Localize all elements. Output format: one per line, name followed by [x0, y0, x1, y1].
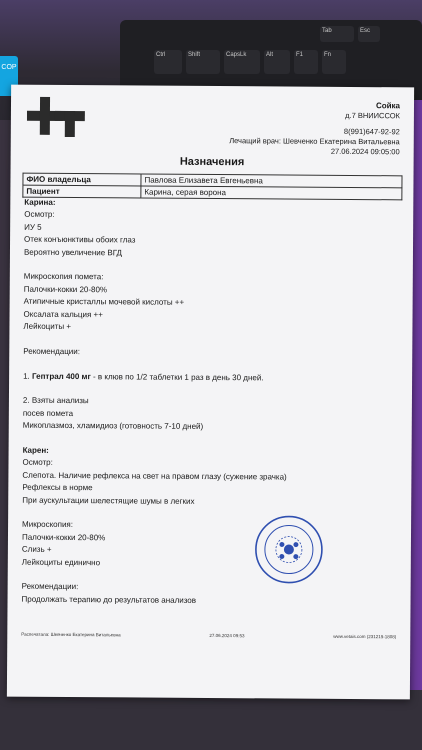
print-site: www.vetais.com (231219-1808): [333, 633, 397, 640]
body-line: Палочки-кокки 20-80%: [21, 532, 106, 543]
line-rest: - в клюв по 1/2 таблетки 1 раз в день 30 дней.: [90, 371, 264, 383]
body-line: ИУ 5: [24, 222, 42, 232]
body-line: Рекомендации:: [23, 346, 81, 356]
key-alt: Alt: [264, 50, 290, 74]
owner-label: ФИО владельца: [23, 173, 141, 186]
body-line: Слепота. Наличие рефлекса на свет на правом глазу (сужение зрачка): [22, 470, 287, 482]
body-line: Атипичные кристаллы мочевой кислоты ++: [23, 296, 185, 308]
key-ctrl: Ctrl: [154, 50, 182, 74]
body-line: Рефлексы в норме: [22, 482, 93, 493]
key-shift: Shift: [186, 50, 220, 74]
clinic-phone: 8(991)647-92-92: [343, 126, 400, 137]
key-tab: Tab: [320, 26, 354, 42]
drug-name: Гептрал 400 мг: [31, 371, 91, 381]
body-line: Карен:: [22, 445, 49, 455]
document-datetime: 27.06.2024 09:05:00: [330, 146, 400, 157]
prescription-body: [22, 197, 400, 609]
clinic-stamp-icon: [254, 514, 324, 584]
line-prefix: 1.: [23, 371, 33, 381]
patient-value: Карина, серая ворона: [141, 186, 402, 200]
print-footer: [21, 632, 396, 640]
patient-label: Пациент: [23, 185, 141, 198]
body-line: Микроскопия помета:: [23, 272, 104, 282]
body-line: Лейкоциты +: [23, 321, 72, 332]
key-esc: Esc: [358, 26, 380, 42]
print-date: 27.06.2024 09:53: [209, 632, 245, 639]
body-line: Осмотр:: [24, 210, 55, 220]
body-line: Осмотр:: [22, 458, 53, 468]
body-line: Слизь +: [21, 544, 52, 555]
key-fn: Fn: [322, 50, 346, 74]
clinic-header: [229, 100, 400, 157]
body-line: посев помета: [22, 408, 74, 418]
key-capslock: CapsLk: [224, 50, 260, 74]
body-line: Рекомендации:: [21, 582, 79, 592]
attending-doctor: Лечащий врач: Шевченко Екатерина Витальевна: [229, 136, 400, 147]
owner-value: Павлова Елизавета Евгеньевна: [141, 174, 402, 188]
body-line: Палочки-кокки 20-80%: [23, 284, 108, 295]
body-line: Отек конъюнктивы обоих глаз: [24, 234, 136, 245]
body-line: Карина:: [24, 197, 56, 207]
clinic-address: д.7 ВНИИССОК: [345, 110, 400, 121]
document-title: Назначения: [179, 155, 245, 169]
body-line: Оксалата кальция ++: [23, 309, 103, 319]
clinic-logo-icon: [27, 97, 85, 137]
body-line: [23, 370, 398, 385]
body-line: 2. Взяты анализы: [22, 396, 89, 406]
body-line: Микроскопия:: [22, 520, 74, 530]
clinic-name: Сойка: [375, 101, 401, 111]
body-line: Микоплазмоз, хламидиоз (готовность 7-10 дней): [22, 420, 204, 432]
body-line: Продолжать терапию до результатов анализов: [21, 594, 197, 605]
key-f1: F1: [294, 50, 318, 74]
body-line: При аускультации шелестящие шумы в легких: [22, 495, 195, 506]
prescription-sheet: [7, 85, 414, 700]
printed-by: Распечатала: Шевченко Екатерина Витальевна: [21, 631, 121, 638]
body-line: Вероятно увеличение ВГД: [23, 247, 122, 258]
body-line: Лейкоциты единично: [21, 557, 101, 567]
cop-led-strip: COP: [0, 56, 18, 96]
